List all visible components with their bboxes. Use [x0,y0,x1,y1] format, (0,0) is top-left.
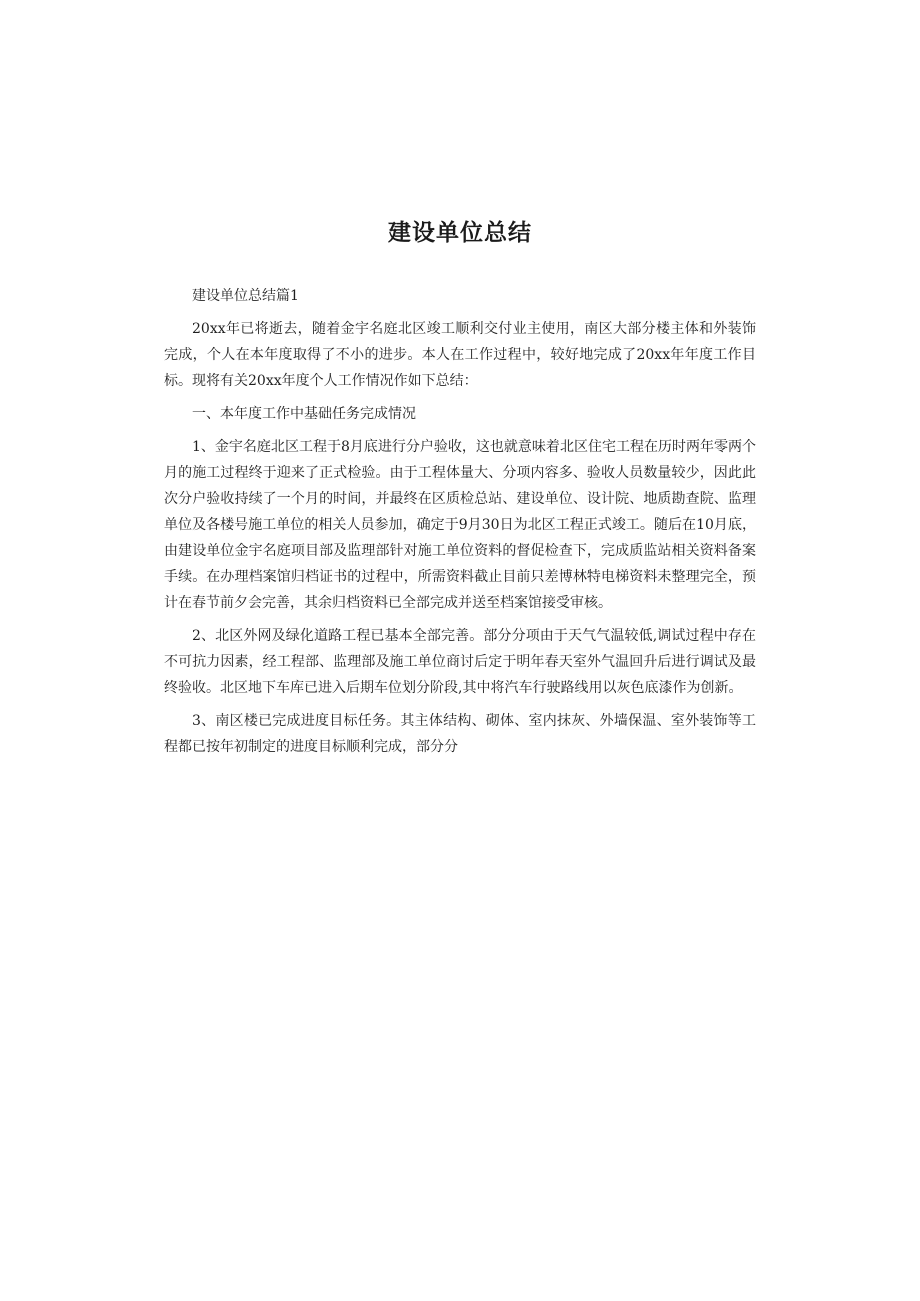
paragraph-intro: 20xx年已将逝去，随着金宇名庭北区竣工顺利交付业主使用，南区大部分楼主体和外装饰完成，个人在本年度取得了不小的进步。本人在工作过程中，较好地完成了20xx年年度工作目标。现将有关20xx年度个人工作情况作如下总结： [164,321,756,389]
paragraph-item-1: 1、金宇名庭北区工程于8月底进行分户验收，这也就意味着北区住宅工程在历时两年零两个月的施工过程终于迎来了正式检验。由于工程体量大、分项内容多、验收人员数量较少，因此此次分户验收持续了一个月的时间，并最终在区质检总站、建设单位、设计院、地质勘查院、监理单位及各楼号施工单位的相关人员参加，确定于9月30日为北区工程正式竣工。随后在10月底，由建设单位金宇名庭项目部及监理部针对施工单位资料的督促检查下，完成质监站相关资料备案手续。在办理档案馆归档证书的过程中，所需资料截止目前只差博林特电梯资料未整理完全，预计在春节前夕会完善，其余归档资料已全部完成并送至档案馆接受审核。 [164,439,756,611]
paragraph-item-3: 3、南区楼已完成进度目标任务。其主体结构、砌体、室内抹灰、外墙保温、室外装饰等工程都已按年初制定的进度目标顺利完成，部分分 [164,713,756,755]
paragraph-subheading: 一、本年度工作中基础任务完成情况 [192,406,416,422]
paragraph-section-heading: 建设单位总结篇1 [192,288,299,304]
paragraph-item-2: 2、北区外网及绿化道路工程已基本全部完善。部分分项由于天气气温较低,调试过程中存在不可抗力因素，经工程部、监理部及施工单位商讨后定于明年春天室外气温回升后进行调试及最终验收。北区地下车库已进入后期车位划分阶段,其中将汽车行驶路线用以灰色底漆作为创新。 [164,628,756,696]
document-title: 建设单位总结 [388,220,532,246]
document-body [164,283,756,767]
